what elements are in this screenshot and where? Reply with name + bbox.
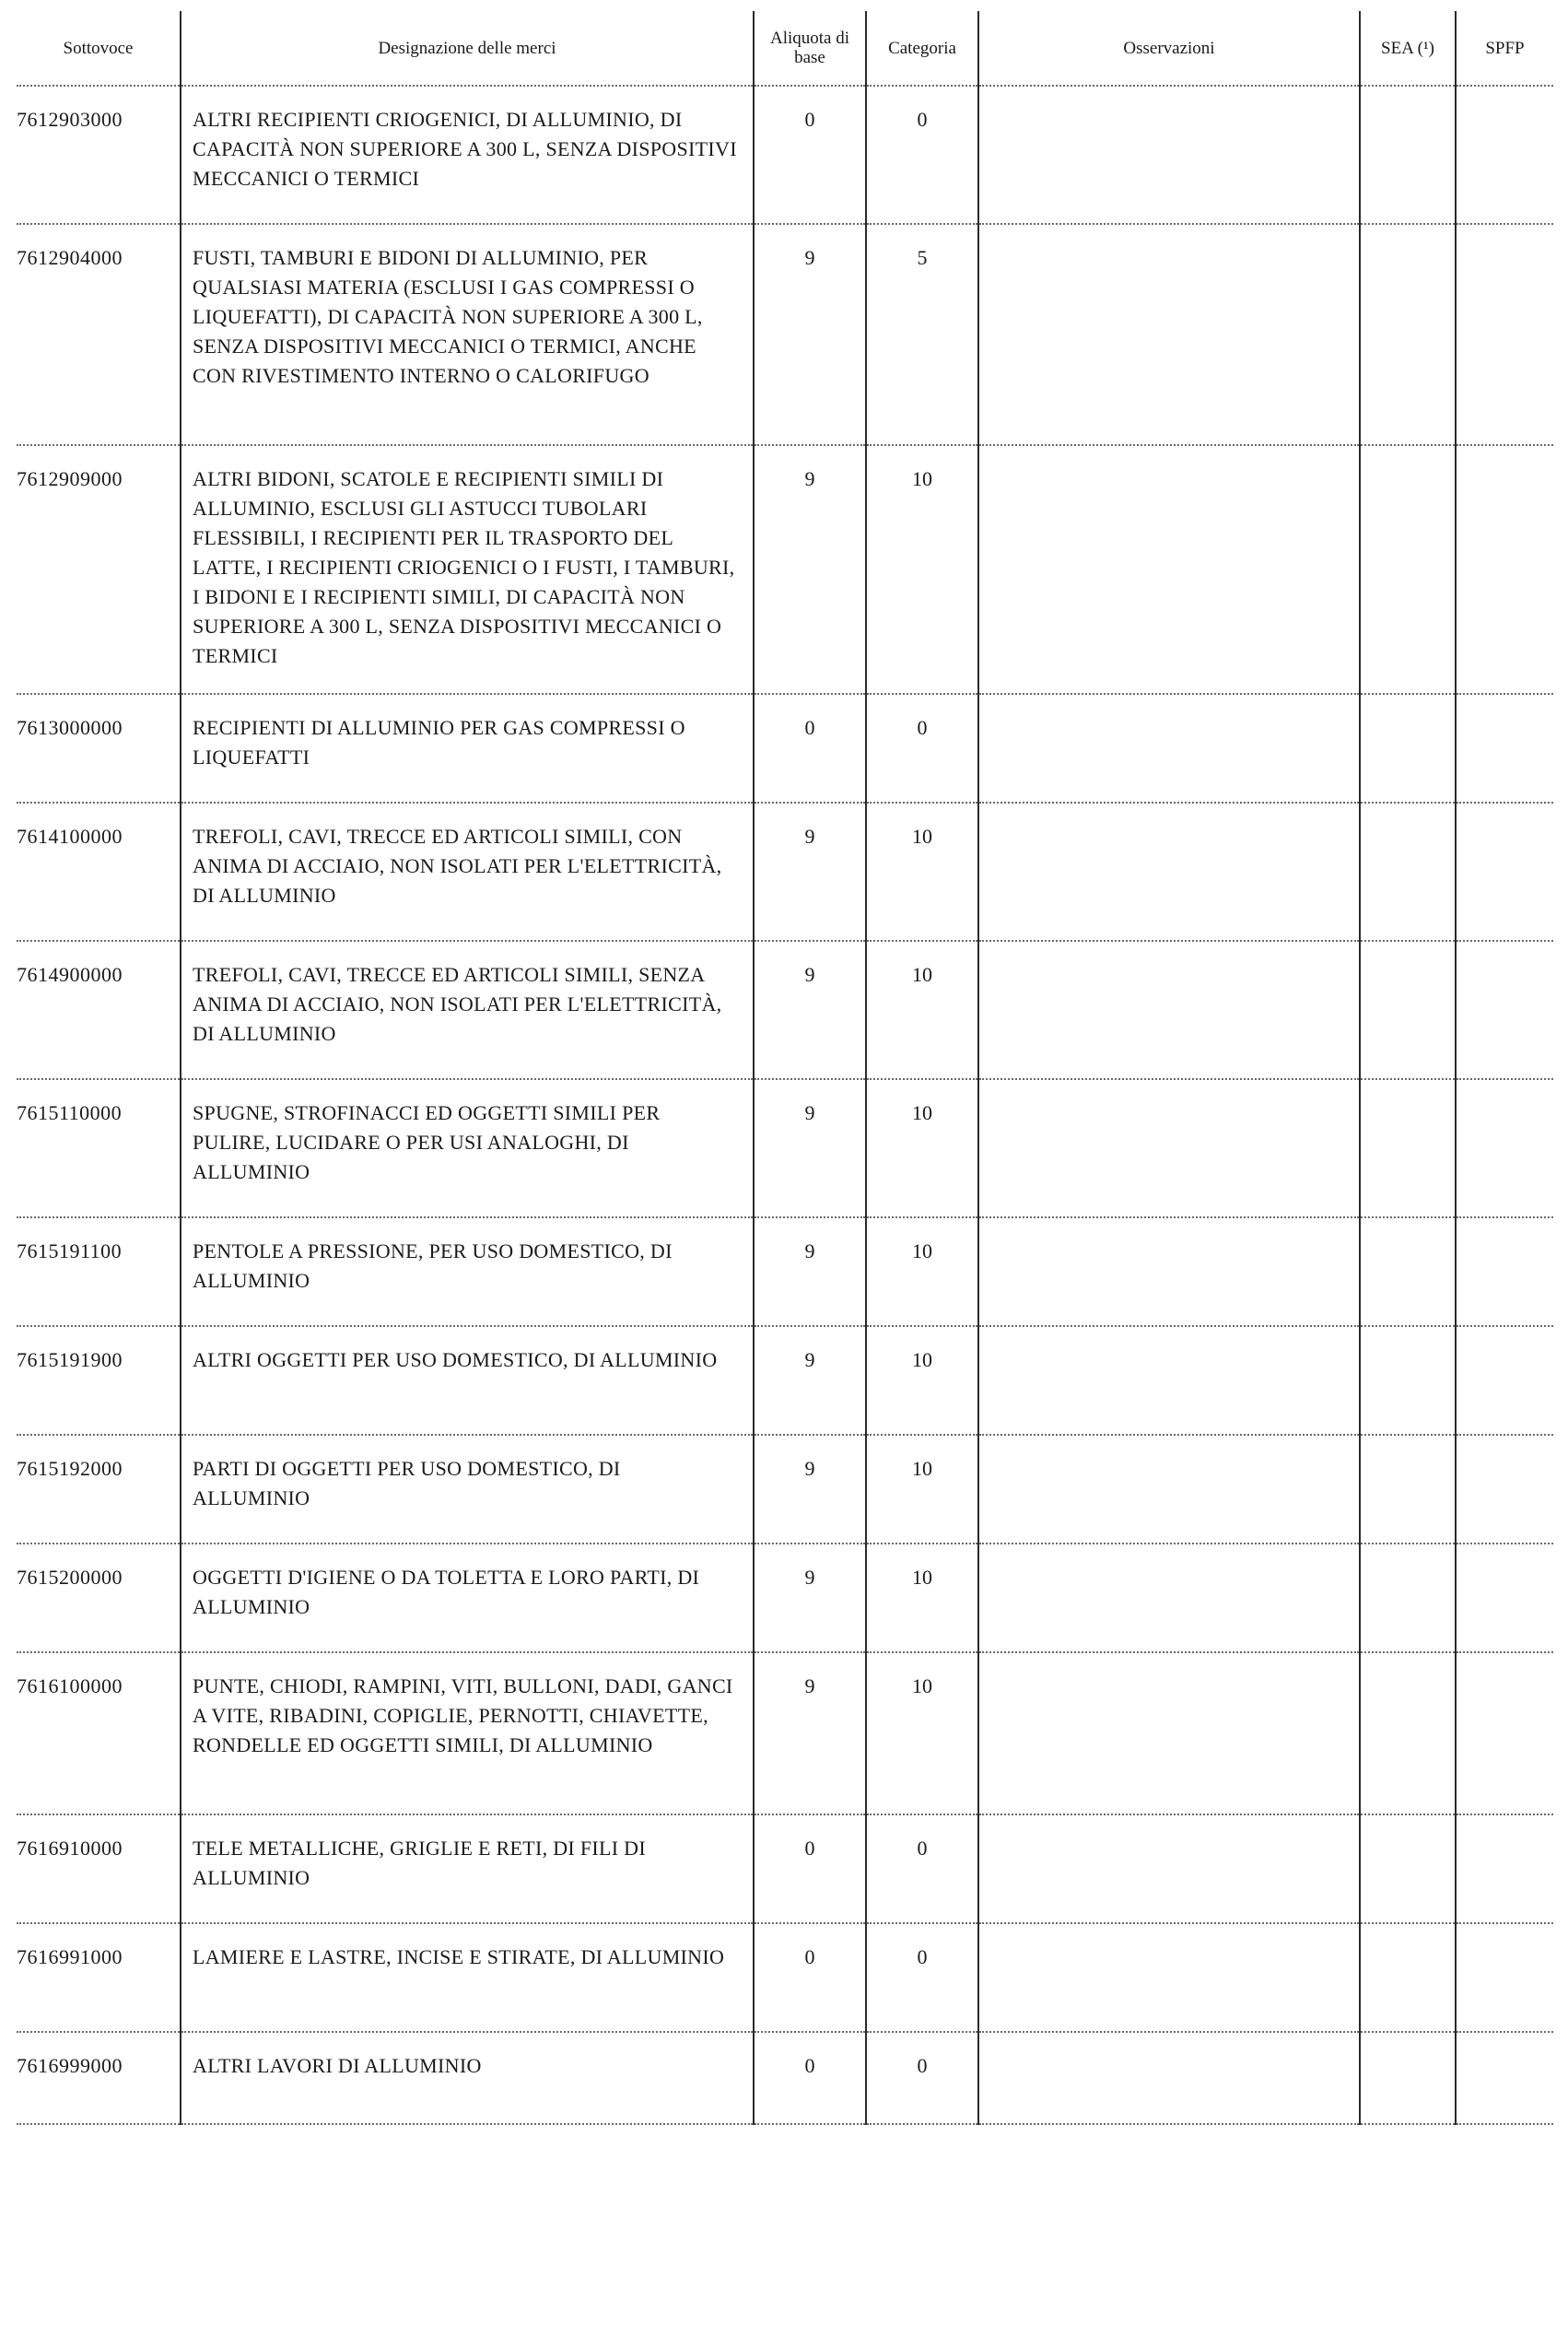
table-body xyxy=(17,86,1553,2124)
table-cell-sea xyxy=(1360,1652,1456,1814)
table-cell-sottovoce: 7616991000 xyxy=(17,1923,181,2032)
table-cell-osservazioni xyxy=(978,1217,1360,1326)
header-row xyxy=(17,11,1553,86)
table-cell-categoria: 5 xyxy=(866,224,978,445)
header-sottovoce: Sottovoce xyxy=(17,11,181,86)
table-cell-sottovoce: 7614900000 xyxy=(17,941,181,1079)
table-cell-sea xyxy=(1360,2032,1456,2124)
table-cell-sottovoce: 7616100000 xyxy=(17,1652,181,1814)
table-cell-osservazioni xyxy=(978,1326,1360,1435)
table-cell-sottovoce: 7615200000 xyxy=(17,1544,181,1652)
table-cell-categoria: 10 xyxy=(866,1217,978,1326)
header-designazione: Designazione delle merci xyxy=(181,11,754,86)
table-cell-spfp xyxy=(1456,941,1553,1079)
table-cell-aliquota: 0 xyxy=(754,2032,866,2124)
table-cell-aliquota: 0 xyxy=(754,1923,866,2032)
table-cell-aliquota: 9 xyxy=(754,445,866,694)
table-cell-osservazioni xyxy=(978,694,1360,803)
table-cell-categoria: 10 xyxy=(866,1435,978,1544)
table-cell-sottovoce: 7613000000 xyxy=(17,694,181,803)
table-row xyxy=(17,224,1553,445)
table-row xyxy=(17,1435,1553,1544)
table-cell-aliquota: 0 xyxy=(754,86,866,224)
table-cell-sottovoce: 7612904000 xyxy=(17,224,181,445)
table-cell-sottovoce: 7616999000 xyxy=(17,2032,181,2124)
table-cell-spfp xyxy=(1456,445,1553,694)
table-cell-sottovoce: 7615192000 xyxy=(17,1435,181,1544)
table-row xyxy=(17,1923,1553,2032)
table-cell-aliquota: 9 xyxy=(754,1217,866,1326)
table-cell-osservazioni xyxy=(978,1544,1360,1652)
table-cell-osservazioni xyxy=(978,2032,1360,2124)
table-cell-aliquota: 9 xyxy=(754,1544,866,1652)
table-cell-categoria: 10 xyxy=(866,1652,978,1814)
table-row xyxy=(17,1079,1553,1217)
table-row xyxy=(17,1652,1553,1814)
table-cell-categoria: 0 xyxy=(866,2032,978,2124)
table-cell-osservazioni xyxy=(978,941,1360,1079)
table-cell-designazione: TELE METALLICHE, GRIGLIE E RETI, DI FILI DI ALLUMINIO xyxy=(181,1814,754,1923)
table-cell-designazione: TREFOLI, CAVI, TRECCE ED ARTICOLI SIMILI, CON ANIMA DI ACCIAIO, NON ISOLATI PER L'ELETTRICITÀ, DI ALLUMINIO xyxy=(181,803,754,941)
table-cell-sea xyxy=(1360,1923,1456,2032)
table-cell-sottovoce: 7616910000 xyxy=(17,1814,181,1923)
tariff-table-page xyxy=(17,11,1553,2125)
table-cell-osservazioni xyxy=(978,224,1360,445)
table-cell-categoria: 10 xyxy=(866,1544,978,1652)
table-cell-sea xyxy=(1360,803,1456,941)
table-header xyxy=(17,11,1553,86)
table-cell-osservazioni xyxy=(978,1652,1360,1814)
table-cell-aliquota: 9 xyxy=(754,1326,866,1435)
table-cell-categoria: 0 xyxy=(866,86,978,224)
header-osservazioni: Osservazioni xyxy=(978,11,1360,86)
table-cell-aliquota: 0 xyxy=(754,1814,866,1923)
table-cell-spfp xyxy=(1456,1326,1553,1435)
table-cell-osservazioni xyxy=(978,86,1360,224)
table-cell-designazione: FUSTI, TAMBURI E BIDONI DI ALLUMINIO, PER QUALSIASI MATERIA (ESCLUSI I GAS COMPRESSI O LIQUEFATTI), DI CAPACITÀ NON SUPERIORE A 300 L, SENZA DISPOSITIVI MECCANICI O TERMICI, ANCHE CON RIVESTIMENTO INTERNO O CALORIFUGO xyxy=(181,224,754,445)
table-cell-spfp xyxy=(1456,224,1553,445)
table-cell-aliquota: 9 xyxy=(754,224,866,445)
table-cell-aliquota: 9 xyxy=(754,941,866,1079)
table-cell-sottovoce: 7612909000 xyxy=(17,445,181,694)
table-cell-designazione: SPUGNE, STROFINACCI ED OGGETTI SIMILI PER PULIRE, LUCIDARE O PER USI ANALOGHI, DI ALLUMINIO xyxy=(181,1079,754,1217)
table-cell-sea xyxy=(1360,941,1456,1079)
table-cell-sottovoce: 7615110000 xyxy=(17,1079,181,1217)
table-cell-categoria: 0 xyxy=(866,1814,978,1923)
table-cell-aliquota: 9 xyxy=(754,803,866,941)
header-sea: SEA (¹) xyxy=(1360,11,1456,86)
table-cell-osservazioni xyxy=(978,1435,1360,1544)
table-row xyxy=(17,1814,1553,1923)
table-cell-spfp xyxy=(1456,1814,1553,1923)
table-cell-spfp xyxy=(1456,1923,1553,2032)
table-cell-aliquota: 9 xyxy=(754,1652,866,1814)
table-cell-aliquota: 9 xyxy=(754,1435,866,1544)
table-cell-sottovoce: 7614100000 xyxy=(17,803,181,941)
table-cell-sea xyxy=(1360,1435,1456,1544)
table-row xyxy=(17,941,1553,1079)
table-cell-designazione: LAMIERE E LASTRE, INCISE E STIRATE, DI ALLUMINIO xyxy=(181,1923,754,2032)
table-cell-categoria: 10 xyxy=(866,803,978,941)
table-cell-sottovoce: 7615191100 xyxy=(17,1217,181,1326)
table-cell-sea xyxy=(1360,224,1456,445)
table-cell-aliquota: 0 xyxy=(754,694,866,803)
table-cell-sea xyxy=(1360,1326,1456,1435)
table-cell-spfp xyxy=(1456,1652,1553,1814)
table-cell-osservazioni xyxy=(978,803,1360,941)
table-cell-designazione: OGGETTI D'IGIENE O DA TOLETTA E LORO PARTI, DI ALLUMINIO xyxy=(181,1544,754,1652)
table-cell-spfp xyxy=(1456,694,1553,803)
table-row xyxy=(17,2032,1553,2124)
table-cell-designazione: TREFOLI, CAVI, TRECCE ED ARTICOLI SIMILI, SENZA ANIMA DI ACCIAIO, NON ISOLATI PER L'ELETTRICITÀ, DI ALLUMINIO xyxy=(181,941,754,1079)
table-cell-designazione: RECIPIENTI DI ALLUMINIO PER GAS COMPRESSI O LIQUEFATTI xyxy=(181,694,754,803)
table-cell-categoria: 10 xyxy=(866,1079,978,1217)
table-cell-osservazioni xyxy=(978,1079,1360,1217)
table-cell-categoria: 10 xyxy=(866,1326,978,1435)
table-row xyxy=(17,1326,1553,1435)
table-cell-sea xyxy=(1360,1814,1456,1923)
table-cell-categoria: 10 xyxy=(866,941,978,1079)
table-cell-designazione: ALTRI RECIPIENTI CRIOGENICI, DI ALLUMINIO, DI CAPACITÀ NON SUPERIORE A 300 L, SENZA DISPOSITIVI MECCANICI O TERMICI xyxy=(181,86,754,224)
table-cell-designazione: ALTRI BIDONI, SCATOLE E RECIPIENTI SIMILI DI ALLUMINIO, ESCLUSI GLI ASTUCCI TUBOLARI FLESSIBILI, I RECIPIENTI PER IL TRASPORTO DEL LATTE, I RECIPIENTI CRIOGENICI O I FUSTI, I TAMBURI, I BIDONI E I RECIPIENTI SIMILI, DI CAPACITÀ NON SUPERIORE A 300 L, SENZA DISPOSITIVI MECCANICI O TERMICI xyxy=(181,445,754,694)
table-cell-sottovoce: 7615191900 xyxy=(17,1326,181,1435)
table-cell-sea xyxy=(1360,1544,1456,1652)
table-cell-spfp xyxy=(1456,1544,1553,1652)
table-cell-osservazioni xyxy=(978,1814,1360,1923)
table-cell-sea xyxy=(1360,445,1456,694)
table-row xyxy=(17,1544,1553,1652)
table-cell-spfp xyxy=(1456,1079,1553,1217)
table-cell-designazione: PUNTE, CHIODI, RAMPINI, VITI, BULLONI, DADI, GANCI A VITE, RIBADINI, COPIGLIE, PERNOTTI, CHIAVETTE, RONDELLE ED OGGETTI SIMILI, DI ALLUMINIO xyxy=(181,1652,754,1814)
table-cell-categoria: 0 xyxy=(866,694,978,803)
table-row xyxy=(17,1217,1553,1326)
table-cell-designazione: ALTRI LAVORI DI ALLUMINIO xyxy=(181,2032,754,2124)
table-cell-osservazioni xyxy=(978,445,1360,694)
table-cell-sottovoce: 7612903000 xyxy=(17,86,181,224)
table-cell-sea xyxy=(1360,86,1456,224)
table-cell-categoria: 10 xyxy=(866,445,978,694)
header-spfp: SPFP xyxy=(1456,11,1553,86)
table-cell-sea xyxy=(1360,694,1456,803)
table-row xyxy=(17,445,1553,694)
table-cell-spfp xyxy=(1456,86,1553,224)
header-aliquota: Aliquota di base xyxy=(754,11,866,86)
table-cell-designazione: PARTI DI OGGETTI PER USO DOMESTICO, DI ALLUMINIO xyxy=(181,1435,754,1544)
table-cell-sea xyxy=(1360,1217,1456,1326)
table-cell-spfp xyxy=(1456,803,1553,941)
table-row xyxy=(17,694,1553,803)
table-cell-osservazioni xyxy=(978,1923,1360,2032)
table-cell-spfp xyxy=(1456,1217,1553,1326)
table-row xyxy=(17,803,1553,941)
table-cell-designazione: PENTOLE A PRESSIONE, PER USO DOMESTICO, DI ALLUMINIO xyxy=(181,1217,754,1326)
header-categoria: Categoria xyxy=(866,11,978,86)
table-cell-aliquota: 9 xyxy=(754,1079,866,1217)
table-cell-categoria: 0 xyxy=(866,1923,978,2032)
table-cell-sea xyxy=(1360,1079,1456,1217)
table-cell-designazione: ALTRI OGGETTI PER USO DOMESTICO, DI ALLUMINIO xyxy=(181,1326,754,1435)
table-cell-spfp xyxy=(1456,2032,1553,2124)
tariff-table xyxy=(17,11,1553,2125)
table-cell-spfp xyxy=(1456,1435,1553,1544)
table-row xyxy=(17,86,1553,224)
